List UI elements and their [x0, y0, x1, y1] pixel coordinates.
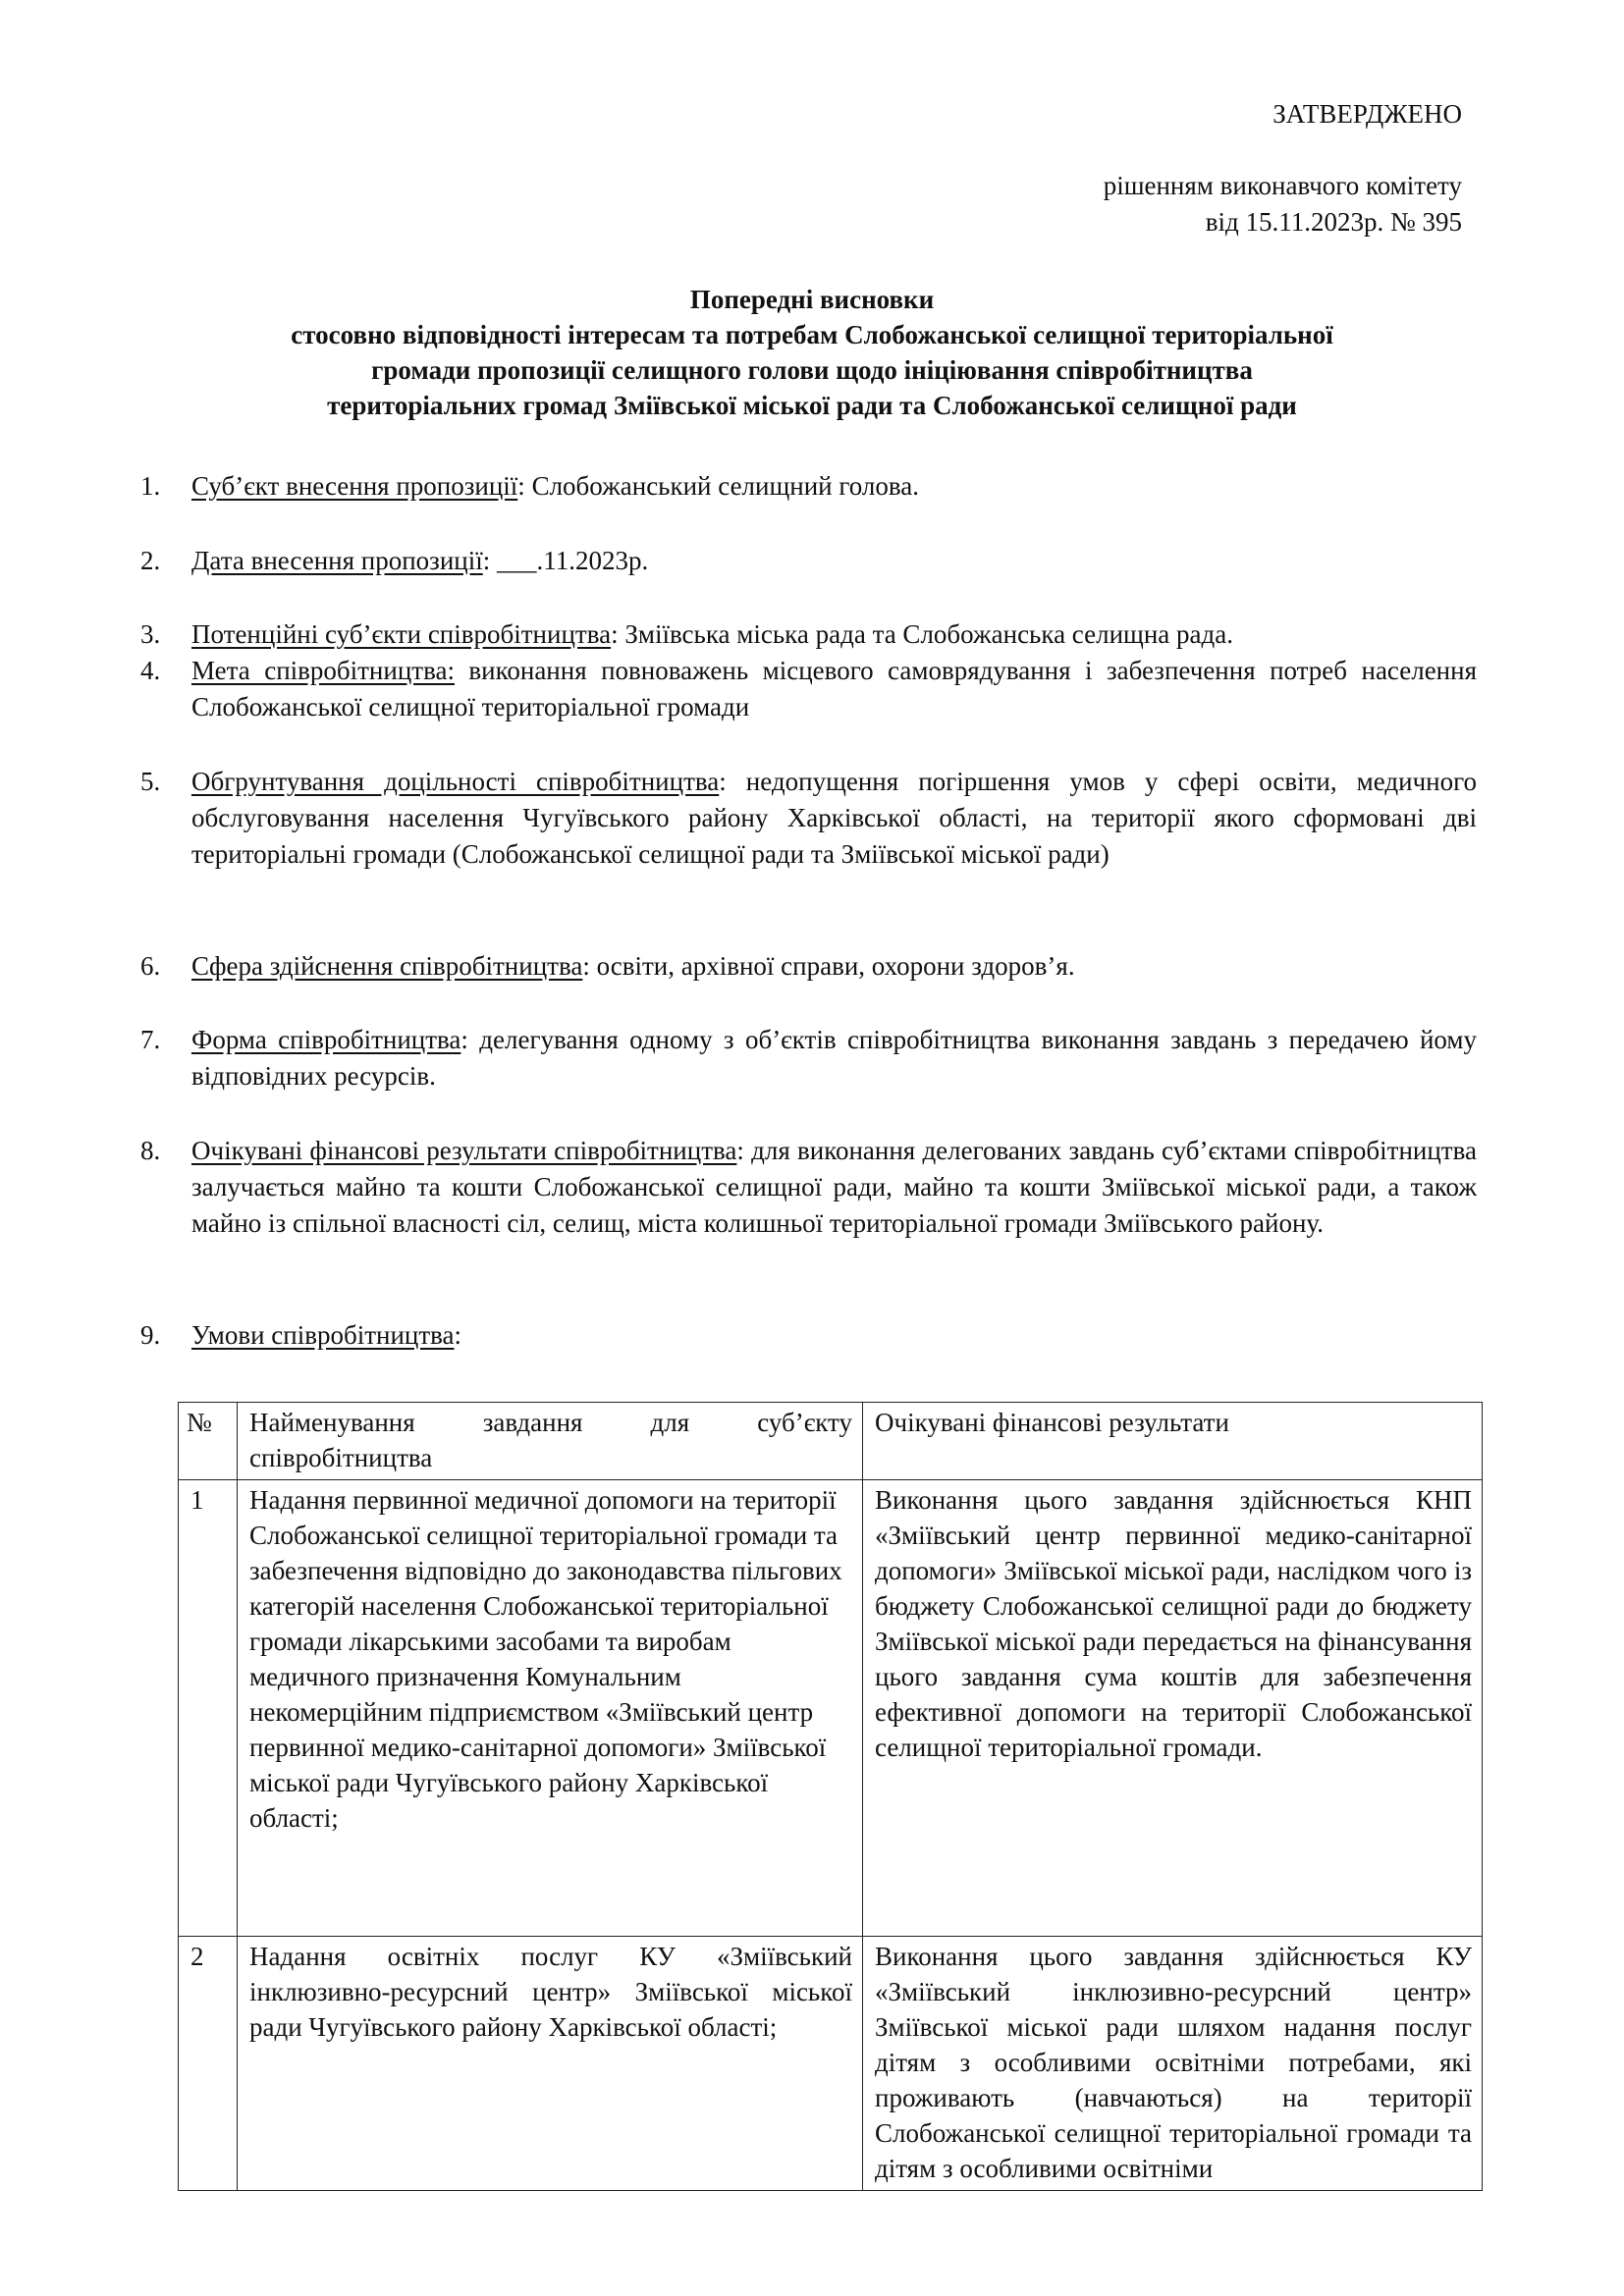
list-item-number: 3. [140, 619, 161, 649]
table-cell-number: 1 [179, 1480, 238, 1937]
title-line-2: стосовно відповідності інтересам та потребам Слобожанської селищної територіальної [291, 320, 1333, 349]
table-header-cell: № [179, 1403, 238, 1480]
list-item-label: Обгрунтування доцільності співробітництва [191, 767, 720, 796]
title-line-3: громади пропозиції селищного голови щодо ініціювання співробітництва [371, 355, 1253, 385]
table-cell-number: 2 [179, 1937, 238, 2191]
list-item-separator: : [454, 1320, 462, 1350]
list-item-number: 8. [140, 1136, 161, 1165]
list-item [140, 468, 1477, 505]
list-item-text: освіти, архівної справи, охорони здоров’я. [589, 951, 1075, 981]
list-item-label: Сфера здійснення співробітництва [191, 951, 583, 981]
list-item-number: 9. [140, 1320, 161, 1350]
list-item-separator: : [611, 619, 619, 649]
table-cell-result: Виконання цього завдання здійснюється КНП «Зміївський центр первинної медико-санітарної допомоги» Зміївської міської ради, наслідком чого із бюджету Слобожанської селищної ради до бюджету Зміївської міської ради передається на фінансування цього завдання сума коштів для забезпечення ефективної допомоги на території Слобожанської селищної територіальної громади. [863, 1480, 1483, 1937]
list-item-label: Потенційні суб’єкти співробітництва [191, 619, 612, 649]
list-item-label: Дата внесення пропозиції [191, 546, 483, 575]
list-item-number: 7. [140, 1025, 161, 1054]
list-item-label: Мета співробітництва: [191, 656, 455, 685]
title-line-1: Попередні висновки [689, 285, 935, 314]
approved-stamp-text: ЗАТВЕРДЖЕНО [1272, 99, 1462, 129]
list-item [140, 1133, 1477, 1242]
list-item-separator: : [482, 546, 491, 575]
cooperation-terms-table [178, 1402, 1483, 2191]
decision-line: рішенням виконавчого комітету [1103, 171, 1462, 200]
table-header-cell: Найменування завдання для суб’єкту співробітництва [238, 1403, 863, 1480]
list-item [140, 1317, 1477, 1354]
list-item-number: 5. [140, 767, 161, 796]
list-item-separator: : [517, 471, 525, 501]
list-item-text: Слобожанський селищний голова. [524, 471, 920, 501]
list-item [140, 543, 1477, 579]
list-item-number: 1. [140, 471, 161, 501]
list-item [140, 616, 1477, 653]
table-header-cell: Очікувані фінансові результати [863, 1403, 1483, 1480]
list-item-text: недопущення погіршення умов у сфері освіти, медичного обслуговування населення Чугуївського району Харківської області, на території якого сформовані дві територіальні громади (Слобожанської селищної ради та Зміївської міської ради) [191, 767, 1478, 869]
list-item [140, 1022, 1477, 1095]
list-item-separator: : [460, 1025, 468, 1054]
list-item-number: 6. [140, 951, 161, 981]
list-item-separator: : [582, 951, 590, 981]
document-title [147, 282, 1477, 423]
list-item-text: для виконання делегованих завдань суб’єктами співробітництва залучається майно та кошти Слобожанської селищної ради, майно та кошти Зміївської міської ради, а також майно із спільної власності сіл, селищ, міста колишньої територіальної громади Зміївського району. [191, 1136, 1477, 1238]
list-item-text: виконання повноважень місцевого самоврядування і забезпечення потреб населення Слобожанської селищної територіальної громади [191, 656, 1477, 721]
approval-block [1104, 96, 1462, 240]
list-item-label: Форма співробітництва [191, 1025, 461, 1054]
list-item-label: Очікувані фінансові результати співробітництва [191, 1136, 737, 1165]
title-line-4: територіальних громад Зміївської міської ради та Слобожанської селищної ради [327, 391, 1297, 420]
decision-date-line: від 15.11.2023р. № 395 [1205, 207, 1462, 237]
table-cell-result: Виконання цього завдання здійснюється КУ «Зміївський інклюзивно-ресурсний центр» Зміївської міської ради шляхом надання послуг дітям з особливими освітніми потребами, які проживають (навчаються) на території Слобожанської селищної територіальної громади та дітям з особливими освітніми [863, 1937, 1483, 2191]
list-item [140, 948, 1477, 985]
list-item-text: Зміївська міська рада та Слобожанська селищна рада. [618, 619, 1233, 649]
table-header-row [179, 1403, 1483, 1480]
list-item-label: Умови співробітництва [191, 1320, 455, 1350]
table-cell-task: Надання первинної медичної допомоги на території Слобожанської селищної територіальної громади та забезпечення відповідно до законодавства пільгових категорій населення Слобожанської територіальної громади лікарськими засобами та виробам медичного призначення Комунальним некомерційним підприємством «Зміївський центр первинної медико-санітарної допомоги» Зміївської міської ради Чугуївського району Харківської області; [238, 1480, 863, 1937]
list-item [140, 653, 1477, 725]
list-item-text: делегування одному з об’єктів співробітництва виконання завдань з передачею йому відповідних ресурсів. [191, 1025, 1477, 1091]
list-item-number: 2. [140, 546, 161, 575]
table-cell-task: Надання освітніх послуг КУ «Зміївський інклюзивно-ресурсний центр» Зміївської міської ради Чугуївського району Харківської області; [238, 1937, 863, 2191]
list-item-number: 4. [140, 656, 161, 685]
list-item [140, 764, 1477, 873]
list-item-separator: : [736, 1136, 744, 1165]
list-item-label: Суб’єкт внесення пропозиції [191, 471, 518, 501]
table-row [179, 1937, 1483, 2191]
table-row [179, 1480, 1483, 1937]
list-item-text: ___.11.2023р. [490, 546, 649, 575]
list-item-separator: : [719, 767, 727, 796]
